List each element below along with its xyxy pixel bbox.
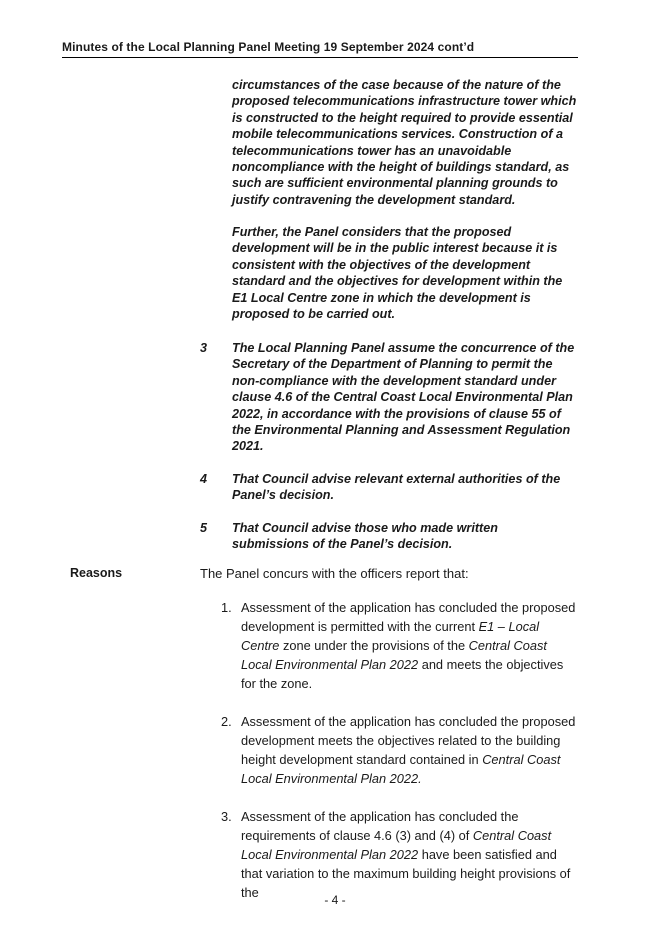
decision-paragraph-text: circumstances of the case because of the nature of the proposed telecommunications infrastructure tower which is constructed to the height required to provide essential mobile telecommunications services. Construction of a telecommunications tower has an unavoidable noncompliance with the height of buildings standard, as such are sufficient environmental planning grounds to justify contravening the development standard. [232,78,577,207]
reason-item-number: 1. [221,600,232,615]
decision-paragraph-text: Further, the Panel considers that the proposed development will be in the public interest because it is consistent with the objectives of the development standard and the objectives for development within the E1 Local Centre zone in which the development is proposed to be carried out. [232,225,563,322]
page-number: - 4 - [324,893,346,907]
decision-item-text: That Council advise relevant external authorities of the Panel’s decision. [232,472,561,503]
reason-item-text [241,807,579,902]
reason-text-segment: zone under the provisions of the [279,638,469,653]
decision-item-number: 3 [200,341,208,355]
page-header: Minutes of the Local Planning Panel Meeting 19 September 2024 cont’d [62,40,578,58]
reason-text-segment: have been satisfied and that variation to the maximum building height provisions of the [241,847,571,900]
reasons-label: Reasons [70,566,123,580]
decision-paragraph-public-interest [232,224,577,322]
reason-item-number: 3. [221,809,232,824]
decision-item-number: 4 [200,472,208,486]
reason-text-italic: Central Coast Local Environmental Plan 2022 [241,638,547,672]
decision-paragraph-continued [232,77,577,208]
reason-text-segment: Assessment of the application has concluded the requirements of clause 4.6 (3) and (4) of [241,809,519,843]
decision-item-number: 5 [200,521,208,535]
reason-text-segment: and meets the objectives for the zone. [241,657,564,691]
decision-item-text: The Local Planning Panel assume the concurrence of the Secretary of the Department of Planning to permit the non-compliance with the development standard under clause 4.6 of the Central Coast Local Environmental Plan 2022, in accordance with the provisions of clause 55 of the Environmental Planning and Assessment Regulation 2021. [232,341,575,454]
reason-item-text [241,598,579,693]
reason-text-segment: Assessment of the application has concluded the proposed development is permitted with the current [241,600,576,634]
reason-item-text [241,712,579,788]
reason-text-segment: Assessment of the application has concluded the proposed development meets the objectives related to the building height development standard contained in [241,714,576,767]
reason-item-number: 2. [221,714,232,729]
reasons-intro: The Panel concurs with the officers report that: [200,566,469,581]
reason-text-italic: Central Coast Local Environmental Plan 2022. [241,752,561,786]
decision-item-text: That Council advise those who made written submissions of the Panel’s decision. [232,521,498,552]
reason-text-italic: Central Coast Local Environmental Plan 2022 [241,828,552,862]
reason-text-italic: E1 – Local Centre [241,619,540,653]
